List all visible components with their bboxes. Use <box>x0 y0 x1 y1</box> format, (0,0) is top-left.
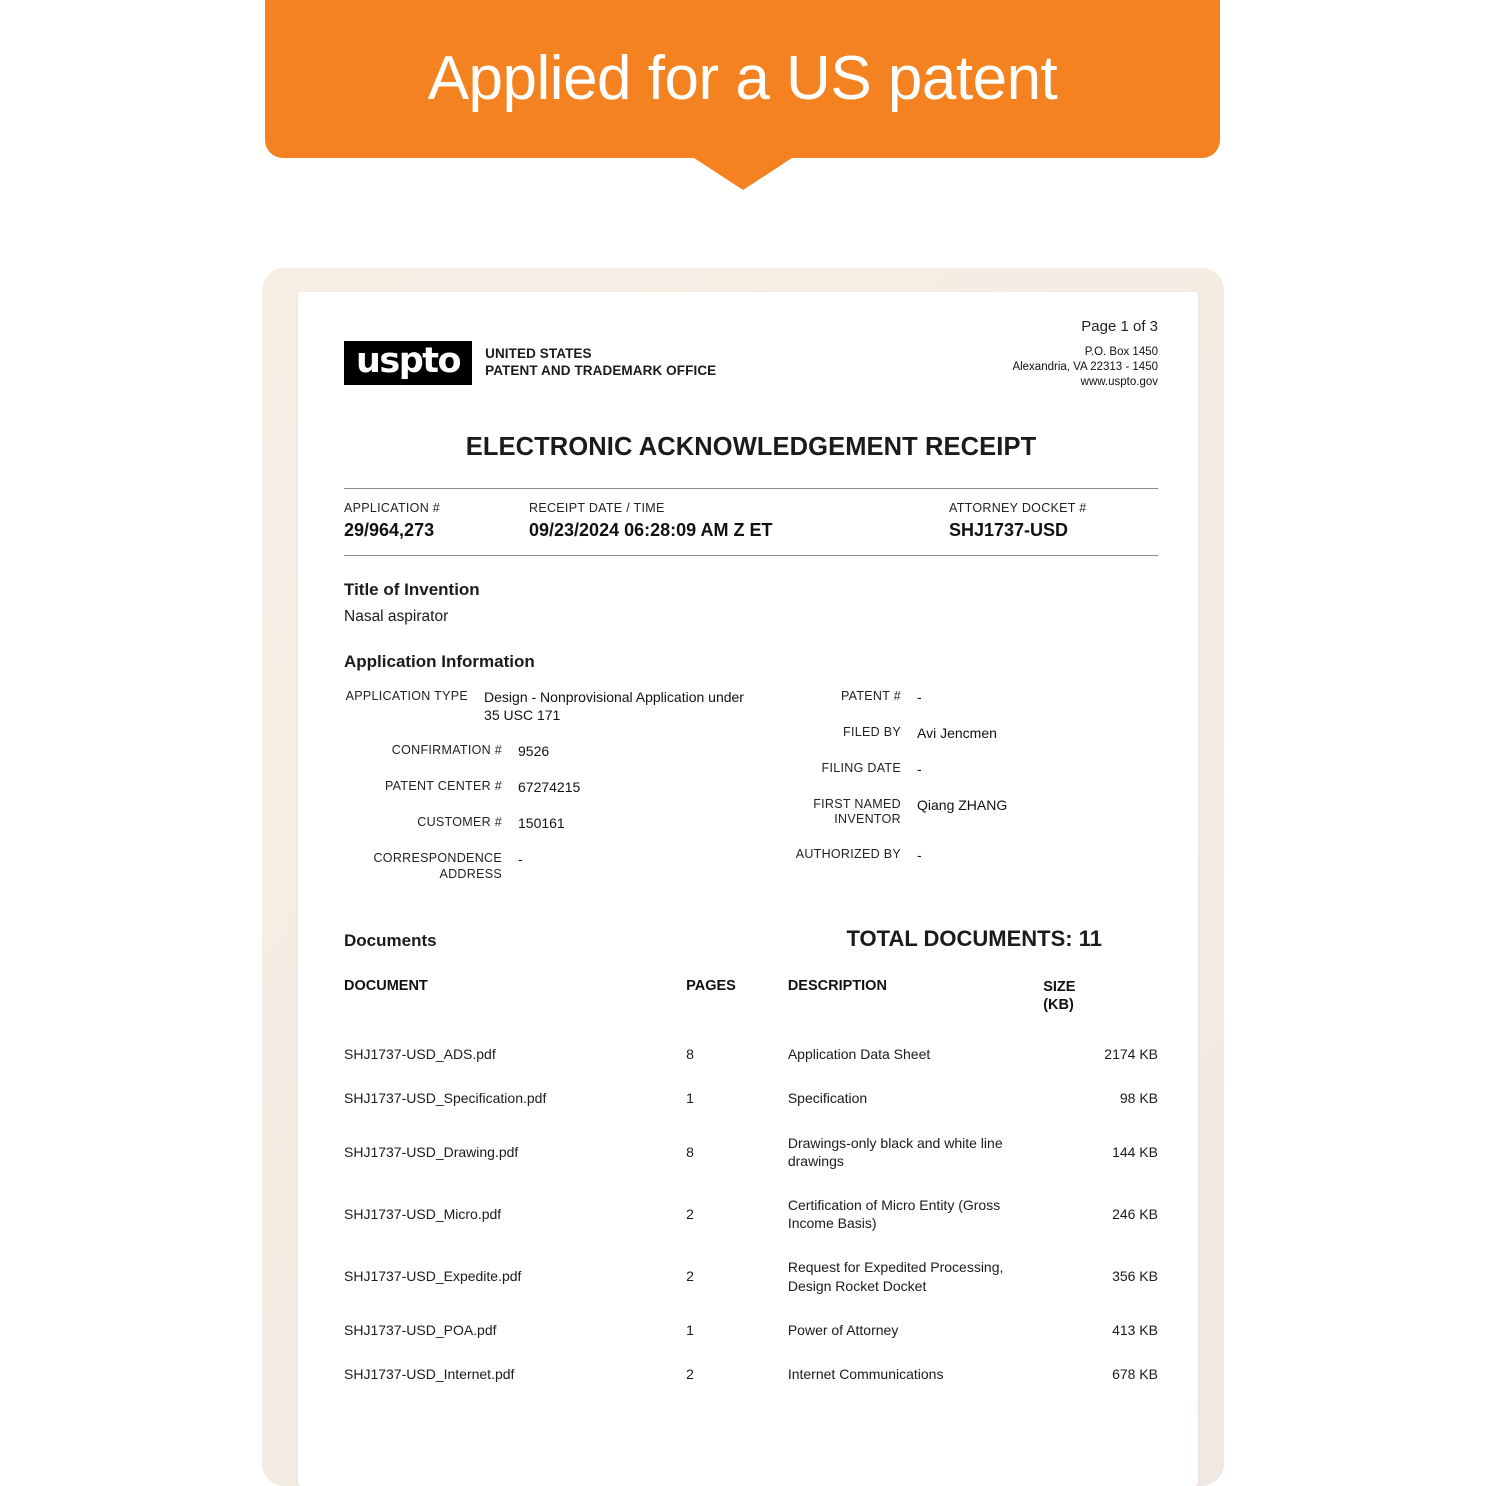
info-value: Design - Nonprovisional Application under 35 USC 171 <box>484 688 744 723</box>
info-row-confirmation <box>344 742 751 760</box>
table-row <box>344 1121 1158 1183</box>
meta-docket-value: SHJ1737-USD <box>949 519 1069 540</box>
info-label: FIRST NAMED INVENTOR <box>813 797 901 827</box>
info-row-customer <box>344 814 751 832</box>
cell-description: Drawings-only black and white line drawings <box>787 1134 1003 1169</box>
meta-application-label: APPLICATION # <box>344 500 441 515</box>
table-row <box>344 1032 1158 1076</box>
agency-line-2: PATENT AND TRADEMARK OFFICE <box>485 363 717 378</box>
table-row <box>344 1308 1158 1352</box>
info-label: CONFIRMATION # <box>391 742 502 757</box>
cell-size: 678 KB <box>1112 1365 1158 1382</box>
info-row-filed-by <box>751 724 1158 742</box>
meta-application <box>344 501 529 541</box>
column-header-description: DESCRIPTION <box>787 977 887 994</box>
cell-document-name: SHJ1737-USD_Specification.pdf <box>344 1090 547 1107</box>
promo-banner-body <box>265 0 1220 158</box>
meta-application-value: 29/964,273 <box>344 519 435 540</box>
meta-receipt-label: RECEIPT DATE / TIME <box>529 500 665 515</box>
promo-banner <box>265 0 1220 158</box>
promo-banner-text: Applied for a US patent <box>427 44 1058 113</box>
cell-pages: 2 <box>686 1365 694 1382</box>
divider-meta <box>344 555 1158 556</box>
info-value: - <box>518 851 523 868</box>
column-header-size-line-2: (KB) <box>1043 997 1074 1014</box>
cell-pages: 1 <box>686 1090 694 1107</box>
info-value: 150161 <box>518 815 565 832</box>
cell-document-name: SHJ1737-USD_Internet.pdf <box>344 1365 515 1382</box>
info-label: AUTHORIZED BY <box>795 846 901 861</box>
invention-title: Nasal aspirator <box>344 607 449 625</box>
documents-heading: Documents <box>344 930 437 950</box>
cell-size: 246 KB <box>1112 1206 1158 1223</box>
info-value: Avi Jencmen <box>917 724 997 741</box>
office-address-line-1: P.O. Box 1450 <box>1084 346 1158 358</box>
cell-pages: 1 <box>686 1321 694 1338</box>
info-row-application-type <box>344 688 751 724</box>
cell-description: Internet Communications <box>787 1365 944 1382</box>
office-website: www.uspto.gov <box>1080 376 1158 389</box>
cell-pages: 2 <box>686 1268 694 1285</box>
cell-description: Specification <box>787 1090 868 1107</box>
uspto-logo: uspto <box>344 341 472 385</box>
info-label: FILED BY <box>843 724 901 739</box>
info-label: PATENT # <box>840 688 901 703</box>
info-label: FILING DATE <box>821 760 901 775</box>
cell-description: Request for Expedited Processing, Design Rocket Docket <box>787 1259 1004 1294</box>
info-row-correspondence-address <box>344 850 751 882</box>
page-indicator: Page 1 of 3 <box>1081 318 1158 335</box>
column-header-document: DOCUMENT <box>344 977 428 994</box>
document-header <box>344 341 1158 391</box>
column-header-pages: PAGES <box>686 977 736 994</box>
info-value: Qiang ZHANG <box>917 797 1008 814</box>
table-header-row <box>344 978 1158 1032</box>
cell-description: Certification of Micro Entity (Gross Income Basis) <box>787 1196 1001 1232</box>
cell-pages: 2 <box>686 1206 694 1223</box>
info-value: 67274215 <box>518 779 581 796</box>
info-label: CORRESPONDENCE ADDRESS <box>373 851 502 881</box>
cell-pages: 8 <box>686 1046 694 1063</box>
application-info-grid <box>344 688 1158 900</box>
meta-receipt-value: 09/23/2024 06:28:09 AM Z ET <box>529 519 773 540</box>
documents-table <box>344 978 1158 1396</box>
info-label: PATENT CENTER # <box>384 779 502 794</box>
cell-size: 98 KB <box>1119 1090 1158 1107</box>
uspto-brand <box>344 341 716 385</box>
info-value: 9526 <box>518 742 550 759</box>
info-row-authorized-by <box>751 846 1158 864</box>
cell-document-name: SHJ1737-USD_Drawing.pdf <box>344 1143 519 1160</box>
info-value: - <box>917 688 922 705</box>
cell-description: Application Data Sheet <box>787 1046 931 1063</box>
info-value: - <box>917 846 922 863</box>
office-address-line-2: Alexandria, VA 22313 - 1450 <box>1012 361 1158 374</box>
meta-docket-label: ATTORNEY DOCKET # <box>949 500 1087 515</box>
table-row <box>344 1076 1158 1120</box>
info-row-patent-number <box>751 688 1158 706</box>
cell-size: 356 KB <box>1112 1268 1158 1285</box>
cell-size: 413 KB <box>1112 1321 1158 1338</box>
meta-docket <box>949 501 1158 541</box>
cell-document-name: SHJ1737-USD_Expedite.pdf <box>344 1268 522 1285</box>
application-info-right-column <box>751 688 1158 900</box>
info-row-first-named-inventor <box>751 796 1158 828</box>
receipt-title: ELECTRONIC ACKNOWLEDGEMENT RECEIPT <box>465 432 1037 461</box>
info-value: - <box>917 760 922 777</box>
cell-size: 144 KB <box>1112 1143 1158 1160</box>
info-row-filing-date <box>751 760 1158 778</box>
documents-header <box>344 926 1158 952</box>
cell-pages: 8 <box>686 1143 694 1160</box>
table-row <box>344 1352 1158 1396</box>
application-info-heading: Application Information <box>344 651 535 671</box>
cell-description: Power of Attorney <box>787 1321 899 1338</box>
cell-size: 2174 KB <box>1104 1046 1158 1063</box>
cell-document-name: SHJ1737-USD_ADS.pdf <box>344 1046 496 1063</box>
table-row <box>344 1245 1158 1307</box>
column-header-size-line-1: SIZE <box>1043 978 1076 995</box>
table-row <box>344 1183 1158 1245</box>
info-row-patent-center <box>344 778 751 796</box>
meta-receipt-date <box>529 501 949 541</box>
receipt-meta-strip <box>344 489 1158 555</box>
cell-document-name: SHJ1737-USD_Micro.pdf <box>344 1206 502 1223</box>
documents-total: TOTAL DOCUMENTS: 11 <box>846 925 1102 951</box>
info-label: CUSTOMER # <box>417 815 502 830</box>
column-header-size <box>1043 978 1158 1032</box>
promo-banner-tail <box>691 156 795 190</box>
application-info-left-column <box>344 688 751 900</box>
agency-line-1: UNITED STATES <box>485 346 592 362</box>
uspto-receipt-document <box>298 292 1198 1486</box>
office-address <box>1012 345 1158 391</box>
info-label: APPLICATION TYPE <box>345 688 469 703</box>
agency-name <box>485 346 716 380</box>
cell-document-name: SHJ1737-USD_POA.pdf <box>344 1321 497 1338</box>
invention-heading: Title of Invention <box>344 579 480 599</box>
